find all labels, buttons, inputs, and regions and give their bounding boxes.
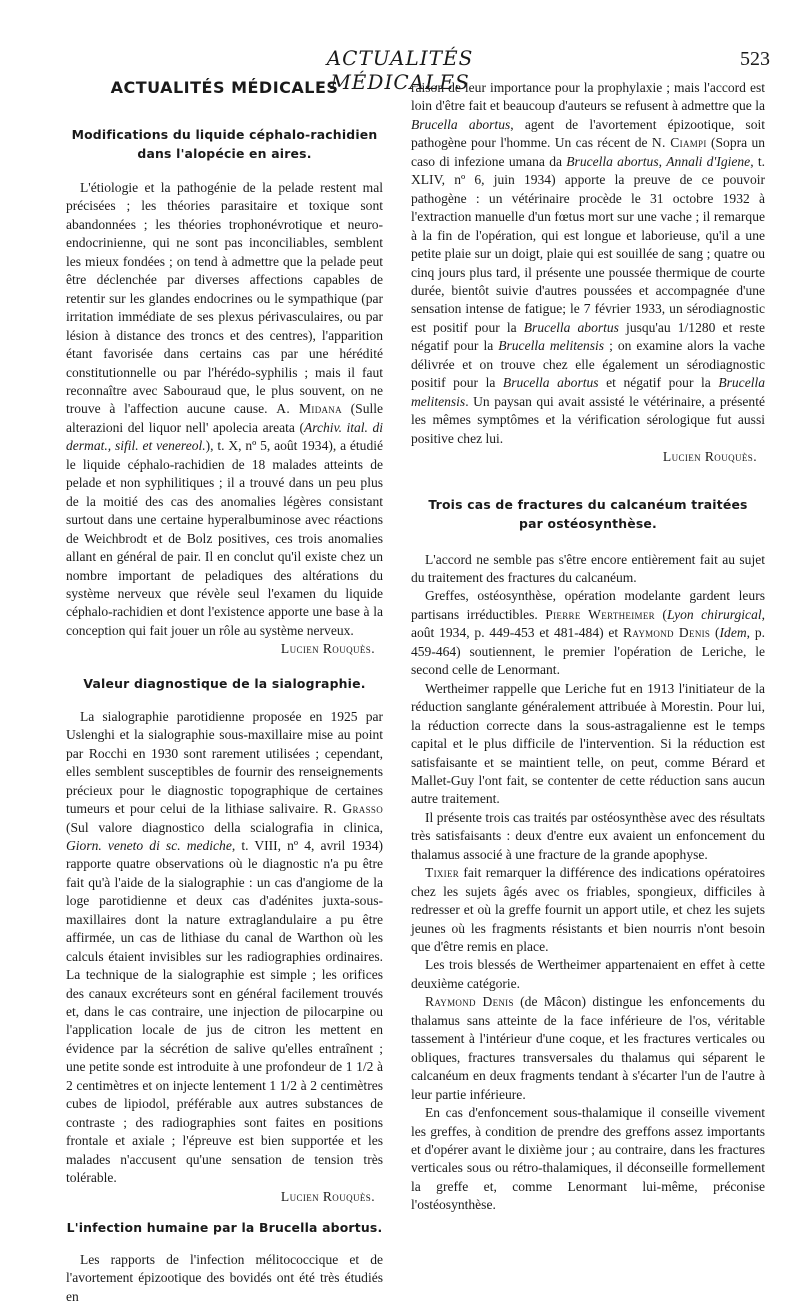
- journal-title: Lyon chirurgical: [666, 606, 762, 622]
- author-name: Pierre Wertheimer: [545, 606, 655, 622]
- article-title-csf: Modifications du liquide céphalo-rachidien dans l'alopécie en aires.: [71, 127, 378, 161]
- article-paragraph: Les trois blessés de Wertheimer appartenaient en effet à cette deuxième catégorie.: [411, 957, 765, 991]
- section-title: ACTUALITÉS MÉDICALES: [110, 78, 339, 97]
- article-paragraph: Il présente trois cas traités par ostéosynthèse avec des résultats très satisfaisants : deux d'entre eux avaient un enfoncement du thalamus associé à une fracture de la grande apophyse.: [411, 809, 765, 862]
- article-title-sialography: Valeur diagnostique de la sialographie.: [83, 675, 366, 691]
- signature: Lucien Rouquès.: [662, 449, 757, 465]
- article-paragraph: Wertheimer rappelle que Leriche fut en 1913 l'initiateur de la réduction sanglante généralement attribuée à Morestin. Pour lui, la réduction correcte dans la sous-astragalienne est le temps capital et le plus difficile de l'intervention. Si la réduction est satisfaisante et se maintient telle, on peut, comme Bérard et Mallet-Guy l'ont fait, se contenter de cette réduction sans aucun autre traitement.: [411, 680, 765, 807]
- article-paragraph: Tixier fait remarquer la différence des indications opératoires chez les sujets âgés avec os friables, spongieux, difficiles à redresser et où la greffe fournit un apport utile, et chez les sujets jeunes où les fragments résistants et bien nourris n'ont besoin que d'être remis en place.: [411, 865, 765, 955]
- author-name: Raymond Denis: [425, 994, 514, 1010]
- article-paragraph: En cas d'enfoncement sous-thalamique il conseille vivement les greffes, à condition de prendre des greffons assez importants et d'opérer avant le dixième jour ; au contraire, dans les fractures verticales sous ou rétro-thalamiques, il déconseille formellement la greffe et, comme Lenormant lui-même, préconise l'ostéosynthèse.: [411, 1105, 765, 1213]
- article-title-brucella: L'infection humaine par la Brucella abortus.: [66, 1220, 383, 1236]
- author-name: A. Midana: [276, 401, 342, 417]
- journal-title: Annali d'Igiene: [666, 153, 751, 169]
- journal-title: Idem: [719, 625, 747, 641]
- article-paragraph: L'accord ne semble pas s'être encore entièrement fait au sujet du traitement des fractures du calcanéum.: [411, 551, 765, 585]
- signature: Lucien Rouquès.: [280, 641, 375, 657]
- article-paragraph: Les rapports de l'infection mélitococcique et de l'avortement épizootique des bovidés ont été très étudiés en: [66, 1252, 383, 1304]
- journal-title: Giorn. veneto di sc. mediche: [66, 837, 232, 853]
- article-paragraph: Greffes, ostéosynthèse, opération modelante gardent leurs partisans irréductibles. Pierre Wertheimer (Lyon chirurgical, août 1934, p. 449-453 et 481-484) et Raymond Denis (Idem, p. 459-464) soutiennent, le premier l'opération de Leriche, le second celle de Lenormant.: [411, 588, 765, 678]
- right-column: [411, 79, 765, 1215]
- author-name: Tixier: [425, 865, 460, 881]
- author-name: Raymond Denis: [623, 625, 711, 641]
- running-head: ACTUALITÉS MÉDICALES: [326, 46, 474, 94]
- page-number: 523: [740, 48, 770, 70]
- article-paragraph: raison de leur importance pour la prophylaxie ; mais l'accord est loin d'être fait et beaucoup d'auteurs se refusent à admettre que la Brucella abortus, agent de l'avortement épizootique, soit pathogène pour l'homme. Un cas récent de N. Ciampi (Sopra un caso di infezione umana da Brucella abortus, Annali d'Igiene, t. XLIV, nº 6, juin 1934) apporte la preuve de ce pouvoir pathogène : un vétérinaire procède le 31 octobre 1932 à l'extraction manuelle d'un fœtus mort sur une vache ; il remarque à la fin de l'opération, qui est longue et laborieuse, qu'il a une petite plaie sur un doigt, plaie qui est souillée de sang ; quatre ou cinq jours plus tard, il présente une poussée thermique de courte durée, bientôt suivie d'autres poussées et accompagnée d'une sensation intense de fatigue; le 7 février 1933, un sérodiagnostic est positif pour la Brucella abortus jusqu'au 1/1280 et reste négatif pour la Brucella melitensis ; on examine alors la vache délivrée et on trouve chez elle également un sérodiagnostic positif pour la Brucella abortus et négatif pour la Brucella melitensis. Un paysan qui avait assisté le vétérinaire, a présenté les mêmes symptômes et la vérification sérologique fut aussi positive chez lui.: [411, 80, 766, 446]
- journal-title: Archiv. ital. di dermat., sifil. et venereol.: [66, 419, 383, 454]
- author-name: R. Grasso: [323, 801, 383, 817]
- author-name: N. Ciampi: [651, 135, 707, 151]
- article-paragraph: La sialographie parotidienne proposée en 1925 par Uslenghi et la sialographie sous-maxillaire mise au point par Rocchi en 1930 sont rarement utilisées ; cependant, elles semblent susceptibles de fournir des renseignements précieux pour le diagnostic topographique de certaines tumeurs et pour celui de la lithiase salivaire. R. Grasso (Sul valore diagnostico della scialografia in clinica, Giorn. veneto di sc. mediche, t. VIII, nº 4, avril 1934) rapporte quatre observations où le diagnostic n'a pu être fait qu'à l'aide de la sialographie : un cas d'angiome de la loge parotidienne et deux cas d'adénites juxta-sous-maxillaires dont la nature extraglandulaire a pu être affirmée, un cas de lithiase du canal de Warthon où les calculs étaient invisibles sur les radiographies ordinaires. La technique de la sialographie est simple ; les orifices des canaux excréteurs sont en général facilement trouvés et, dans le cas contraire, une injection de pilocarpine ou l'application locale de jus de citron les mettent en évidence par la sécrétion de salive qu'elles entraînent ; une petite sonde est introduite à une profondeur de 1 1/2 à 2 centimètres et on injecte lentement 1 1/2 à 2 centimètres cubes de lipiodol, préférable aux autres substances de contraste ; des radiographies sont faites en positions frontale et axiale ; l'épreuve est bien supportée et les malades n'accusent qu'une sensation de tension très tolérable.: [66, 708, 383, 1186]
- left-column: [66, 78, 383, 1306]
- signature: Lucien Rouquès.: [280, 1188, 375, 1204]
- article-paragraph: Raymond Denis (de Mâcon) distingue les enfoncements du thalamus sans atteinte de la face inférieure de l'os, véritable tassement à l'intérieur d'une coque, et les fractures verticales ou obliques, fractures transversales du thalamus qui séparent le calcanéum en deux fragments tendant à s'écarter l'un de l'autre à leur partie inférieure.: [411, 994, 765, 1102]
- article-title-calcaneum: Trois cas de fractures du calcanéum traitées par ostéosynthèse.: [428, 496, 748, 531]
- article-paragraph: L'étiologie et la pathogénie de la pelade restent mal précisées ; les théories parasitaire et toxique sont abandonnées ; les théories trophonévrotique et neuro-endocrinienne, qui ne sont pas inconciliables, semblent les mieux fondées ; on tend à admettre que la pelade peut être déclenchée par diverses affections capables de retentir sur les glandes endocrines ou le sympathique (par irritation immédiate de ses plexus périvasculaires, ou par lésion à distance des troncs et des centres), l'apparition étant favorisée dans certains cas par une hérédité constitutionnelle ou par l'hérédo-syphilis ; mais il faut reconnaître avec Sabouraud que, le plus souvent, on ne trouve à l'affection aucune cause. A. Midana (Sulle alterazioni del liquor nell' apolecia areata (Archiv. ital. di dermat., sifil. et venereol.), t. X, nº 5, août 1934), a étudié le liquide céphalo-rachidien de 18 malades atteints de pelade et non syphilitiques ; il a trouvé dans un peu plus de la moitié des cas des anomalies légères consistant surtout dans une certaine hyperalbuminose avec réactions de Weichbrodt et de Bolz positives, ces trois anomalies allant en général de pair. Il en conclut qu'il existe chez un nombre important de peladiques des altérations du système nerveux que révèle seul l'examen du liquide céphalo-rachidien et dont l'existence apporte une base à la conception qui fait jouer un rôle au système nerveux.: [66, 180, 384, 638]
